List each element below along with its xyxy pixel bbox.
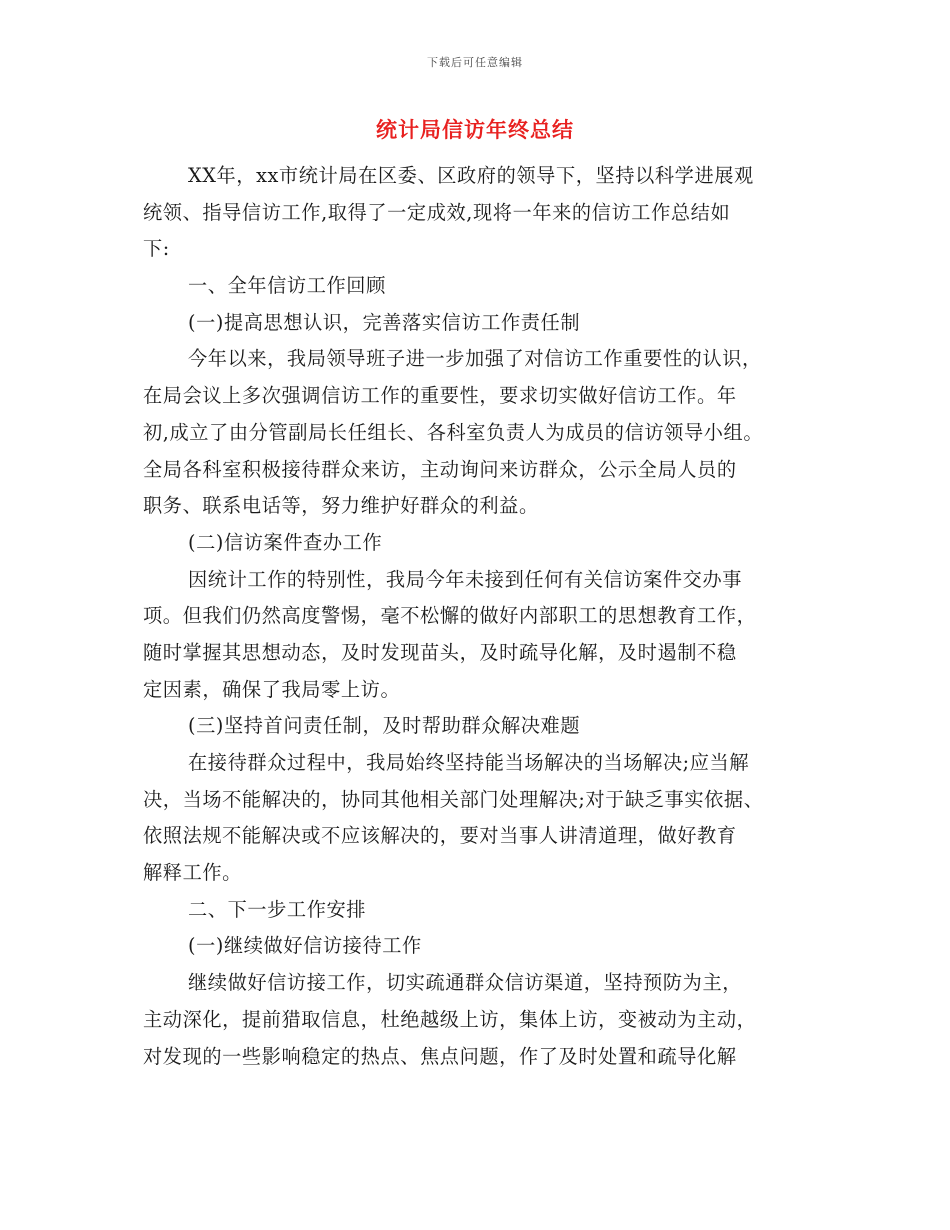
document-body (143, 158, 823, 1075)
text-line: (二)信访案件查办工作 (188, 530, 383, 554)
text-line: 对发现的一些影响稳定的热点、焦点问题，作了及时处置和疏导化解 (143, 1044, 737, 1068)
text-line: 解释工作。 (143, 861, 242, 885)
text-line: (一)提高思想认识，完善落实信访工作责任制 (188, 310, 581, 334)
text-line: 今年以来，我局领导班子进一步加强了对信访工作重要性的认识， (188, 347, 762, 371)
text-line: XX年，xx市统计局在区委、区政府的领导下，坚持以科学进展观 (188, 164, 754, 187)
text-line: 主动深化，提前猎取信息，杜绝越级上访，集体上访，变被动为主动， (143, 1007, 757, 1031)
text-line: 继续做好信访接工作，切实疏通群众信访渠道，坚持预防为主， (188, 971, 743, 995)
text-line: 在局会议上多次强调信访工作的重要性，要求切实做好信访工作。年 (143, 384, 737, 408)
header-note: 下载后可任意编辑 (427, 56, 523, 69)
text-line: 初,成立了由分管副局长任组长、各科室负责人为成员的信访领导小组。 (143, 420, 764, 444)
text-line: 下: (143, 237, 170, 261)
text-line: 依照法规不能解决或不应该解决的，要对当事人讲清道理，做好教育 (143, 824, 737, 848)
text-line: 因统计工作的特别性，我局今年未接到任何有关信访案件交办事 (188, 567, 743, 591)
text-line: 在接待群众过程中，我局始终坚持能当场解决的当场解决;应当解 (188, 751, 750, 774)
text-line: 二、下一步工作安排 (188, 897, 367, 921)
text-line: 职务、联系电话等，努力维护好群众的利益。 (143, 494, 539, 518)
text-line: 一、全年信访工作回顾 (188, 274, 386, 298)
text-line: 项。但我们仍然高度警惕，毫不松懈的做好内部职工的思想教育工作， (143, 604, 757, 628)
text-line: 定因素，确保了我局零上访。 (143, 677, 401, 701)
text-line: 全局各科室积极接待群众来访，主动询问来访群众，公示全局人员的 (143, 457, 737, 481)
text-line: (一)继续做好信访接待工作 (188, 934, 422, 958)
text-line: 统领、指导信访工作,取得了一定成效,现将一年来的信访工作总结如 (143, 200, 731, 224)
text-line: 决，当场不能解决的，协同其他相关部门处理解决;对于缺乏事实依据、 (143, 787, 764, 811)
text-line: (三)坚持首问责任制，及时帮助群众解决难题 (188, 714, 581, 738)
document-title: 统计局信访年终总结 (376, 117, 574, 142)
text-line: 随时掌握其思想动态，及时发现苗头，及时疏导化解，及时遏制不稳 (143, 640, 737, 664)
